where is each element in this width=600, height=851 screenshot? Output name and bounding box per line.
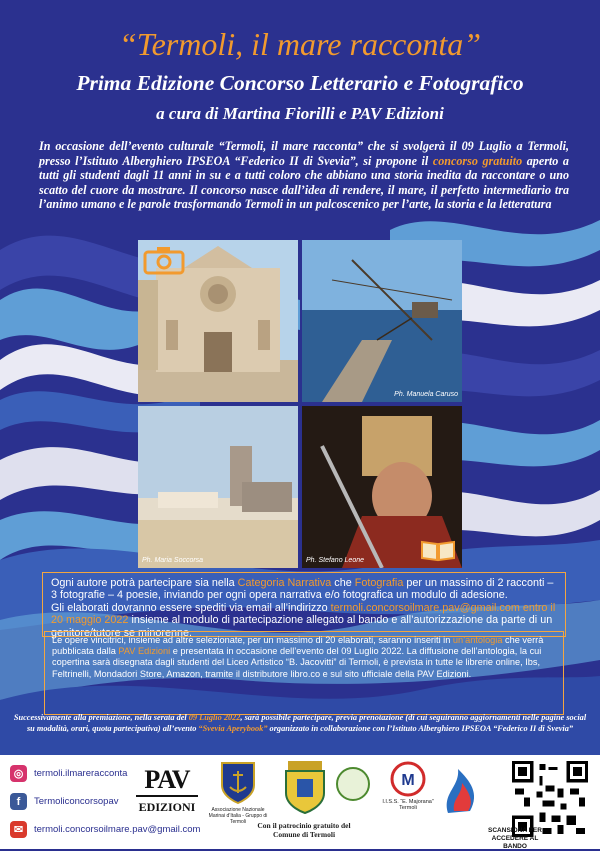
- majorana-logo: M I.I.S.S. “E. Majorana” Termoli: [380, 761, 436, 817]
- camera-icon: [143, 245, 185, 275]
- footer: [0, 755, 600, 849]
- comune-crest: [282, 759, 328, 815]
- partner-logo-swirl: [440, 763, 486, 819]
- poster-title: “Termoli, il mare racconta”: [118, 26, 482, 62]
- photo-credit-soccorsa: Ph. Maria Soccorsa: [142, 557, 204, 564]
- photo-castle: [138, 406, 298, 568]
- patrocinio-text: Con il patrocinio gratuito del Comune di Termoli: [257, 821, 351, 839]
- rules-box: Ogni autore potrà partecipare sia nella Categoria Narrativa che Fotografia per un massimo di 2 racconti – 3 fotografie – 4 poesie, inviando per ogni opera narrativa e/o fotografica un modulo di adesione. Gli elaborati dovranno essere spediti via email all’indirizzo termoli.concorsoilmare.pav@gmail.com entro il 20 maggio 2022 insieme al modulo di partecipazione allegato al bando e all’autorizzazione da parte di un genitore/tutore se minorenne.: [42, 572, 566, 637]
- photo-cathedral: [138, 240, 298, 402]
- facebook-icon: f: [10, 793, 27, 810]
- poster-subtitle: Prima Edizione Concorso Letterario e Fotografico: [76, 71, 524, 95]
- photo-trabucco: [302, 240, 462, 402]
- intro-paragraph: In occasione dell’evento culturale “Termoli, il mare racconta” che si svolgerà il 09 Luglio a Termoli, presso l’Istituto Alberghiero IPSEOA “Federico II di Svevia”, si propone il concorso gratuito aperto a tutti gli studenti dagli 11 anni in su e a tutti coloro che abbiano una storia inedita da raccontare o uno scatto del cuore da mostrare. Il concorso nasce dall’idea di rendere, il mare, il perfetto intermediario tra l’animo umano e le parole trasformando Termoli in un palcoscenico per l’arte, la storia e la letteratura: [39, 139, 569, 212]
- photo-grid: [138, 240, 462, 568]
- submission-email[interactable]: termoli.concorsoilmare.pav@gmail.com entro il 20 maggio 2022: [51, 601, 556, 627]
- book-icon: [420, 538, 456, 562]
- mail-icon: ✉: [10, 821, 27, 838]
- instagram-icon: ◎: [10, 765, 27, 782]
- photo-credit-caruso: Ph. Manuela Caruso: [394, 391, 458, 398]
- email-link[interactable]: ✉ termoli.concorsoilmare.pav@gmail.com: [10, 821, 200, 838]
- photo-statue: [302, 406, 462, 568]
- photo-credit-leone: Ph. Stefano Leone: [306, 557, 364, 564]
- instagram-link[interactable]: ◎ termoli.ilmareracconta: [10, 765, 127, 782]
- school-logo-round: [336, 767, 370, 801]
- qr-label: SCANSIONA PER ACCEDERE AL BANDO: [488, 827, 542, 850]
- poster-curator: a cura di Martina Fiorilli e PAV Edizioni: [156, 104, 444, 123]
- svg-text:M: M: [401, 772, 415, 789]
- qr-code[interactable]: [512, 761, 588, 837]
- facebook-link[interactable]: f Termoliconcorsopav: [10, 793, 118, 810]
- publication-box: Le opere vincitrici, insieme ad altre selezionate, per un massimo di 20 elaborati, saranno inseriti in un’antologia che verrà pubblicata dalla PAV Edizioni e presentata in occasione dell’evento del 09 Luglio 2022. La diffusione dell’antologia, la cui copertina sarà disegnata dagli studenti del Liceo Artistico “B. Jacovitti” di Termoli, è prevista in tutte le librerie online, Ibs, Feltrinelli, Mondadori Store, Amazon, tramite il distributore libro.co e sul sito ufficiale della PAV Edizioni.: [44, 631, 564, 715]
- highlight-free-contest: concorso gratuito: [432, 153, 523, 168]
- marinai-logo: Associazione Nazionale Marinai d’Italia - Gruppo di Termoli: [208, 761, 268, 845]
- pav-logo: PAV EDIZIONI: [136, 765, 198, 815]
- closing-paragraph: Successivamente alla premiazione, nella serata del 09 Luglio 2022, sarà possibile partecipare, previa prenotazione (di cui seguiranno aggiornamenti nelle pagine social su modalità, orari, quota partecipativa) all’evento “Svevia Aperybook” organizzato in collaborazione con l’Istituto Alberghiero IPSEOA “Federico II di Svevia”: [13, 713, 587, 733]
